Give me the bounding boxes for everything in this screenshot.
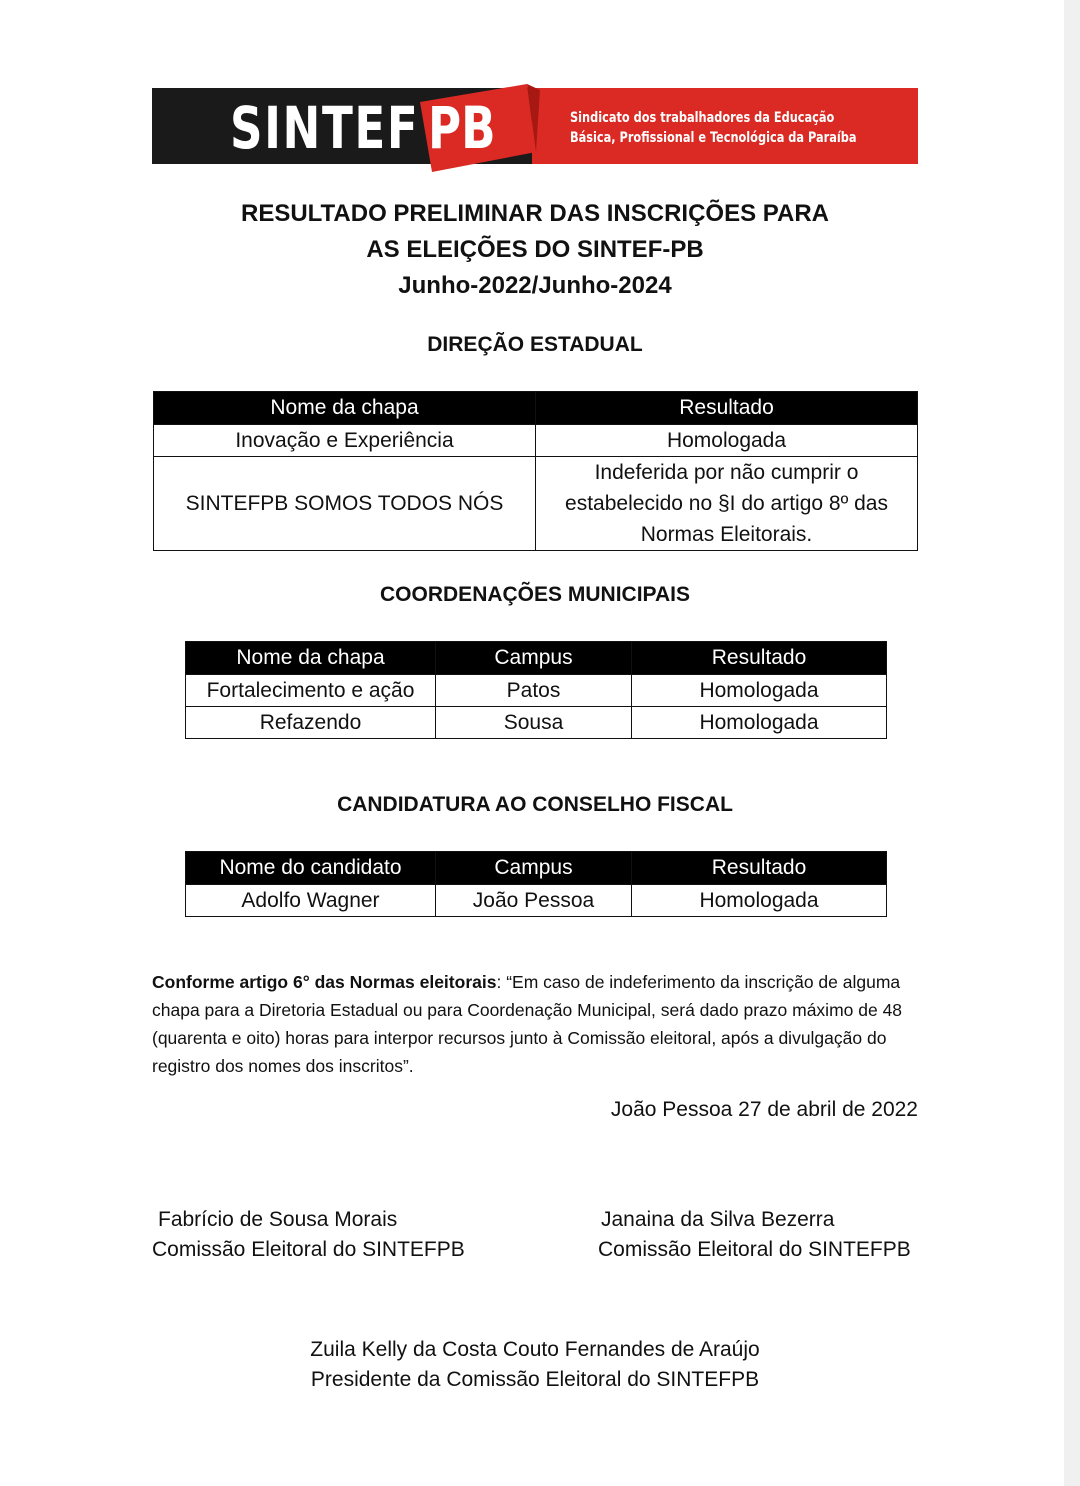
- table-row: [186, 707, 887, 739]
- table-row: [186, 675, 887, 707]
- conselho-table: [185, 851, 887, 917]
- table-header-row: [154, 392, 918, 425]
- resultado-line-3: Normas Eleitorais.: [640, 523, 813, 546]
- cell-campus: João Pessoa: [436, 885, 632, 917]
- column-header: Resultado: [536, 392, 918, 425]
- legal-note: [152, 968, 918, 1080]
- table-row: [186, 885, 887, 917]
- resultado-line-1: Indeferida por não cumprir o: [594, 461, 859, 484]
- tagline-line-2: Básica, Profissional e Tecnológica da Paraíba: [570, 130, 857, 146]
- title-line-2: AS ELEIÇÕES DO SINTEF-PB: [366, 236, 704, 263]
- signer-role: Comissão Eleitoral do SINTEFPB: [598, 1238, 911, 1261]
- column-header: Resultado: [632, 852, 887, 885]
- cell-resultado: Homologada: [536, 425, 918, 457]
- banner-tagline: [570, 108, 856, 148]
- coordenacoes-table: [185, 641, 887, 739]
- table-header-row: [186, 852, 887, 885]
- title-line-1: RESULTADO PRELIMINAR DAS INSCRIÇÕES PARA: [240, 200, 830, 227]
- tagline-line-1: Sindicato dos trabalhadores da Educação: [570, 110, 835, 126]
- page-edge-strip: [1064, 0, 1080, 1486]
- signer-name: Janaina da Silva Bezerra: [601, 1208, 835, 1231]
- table-header-row: [186, 642, 887, 675]
- cell-nome: Refazendo: [186, 707, 436, 739]
- column-header: Nome da chapa: [186, 642, 436, 675]
- column-header: Campus: [436, 852, 632, 885]
- table-row: [154, 457, 918, 551]
- logo-text: SINTEF: [230, 94, 420, 162]
- resultado-line-2: estabelecido no §I do artigo 8º das: [565, 492, 888, 515]
- heading-coordenacoes: COORDENAÇÕES MUNICIPAIS: [380, 583, 690, 606]
- title-line-3: Junho-2022/Junho-2024: [398, 272, 672, 299]
- signer-name: Zuila Kelly da Costa Couto Fernandes de Araújo: [310, 1338, 760, 1361]
- column-header: Nome do candidato: [186, 852, 436, 885]
- signer-role: Comissão Eleitoral do SINTEFPB: [152, 1238, 465, 1261]
- note-bold-lead: Conforme artigo 6° das Normas eleitorais: [152, 972, 497, 992]
- cell-nome: SINTEFPB SOMOS TODOS NÓS: [154, 457, 536, 551]
- note-text: : “Em caso de indeferimento da inscrição de alguma chapa para a Diretoria Estadual ou para Coordenação Municipal, será dado prazo máximo de 48 (quarenta e oito) horas para interpor recursos junto à Comissão eleitoral, após a divulgação do registro dos nomes dos inscritos”.: [152, 972, 903, 1076]
- cell-nome: Fortalecimento e ação: [186, 675, 436, 707]
- cell-campus: Patos: [436, 675, 632, 707]
- document-title: [152, 196, 918, 304]
- cell-resultado: [536, 457, 918, 551]
- cell-campus: Sousa: [436, 707, 632, 739]
- signature-block-2: [598, 1205, 911, 1265]
- signature-block-1: [152, 1205, 465, 1265]
- cell-nome: Adolfo Wagner: [186, 885, 436, 917]
- column-header: Resultado: [632, 642, 887, 675]
- direcao-table: [153, 391, 918, 551]
- document-date: João Pessoa 27 de abril de 2022: [610, 1098, 918, 1121]
- heading-direcao-estadual: DIREÇÃO ESTADUAL: [427, 333, 643, 356]
- cell-nome: Inovação e Experiência: [154, 425, 536, 457]
- column-header: Campus: [436, 642, 632, 675]
- signer-role: Presidente da Comissão Eleitoral do SINTEFPB: [310, 1368, 760, 1391]
- cell-resultado: Homologada: [632, 885, 887, 917]
- table-row: [154, 425, 918, 457]
- cell-resultado: Homologada: [632, 707, 887, 739]
- header-banner: [152, 88, 918, 164]
- signer-name: Fabrício de Sousa Morais: [158, 1208, 398, 1231]
- column-header: Nome da chapa: [154, 392, 536, 425]
- heading-conselho-fiscal: CANDIDATURA AO CONSELHO FISCAL: [337, 793, 733, 816]
- logo-suffix: PB: [428, 94, 496, 162]
- signature-block-president: [152, 1335, 918, 1395]
- cell-resultado: Homologada: [632, 675, 887, 707]
